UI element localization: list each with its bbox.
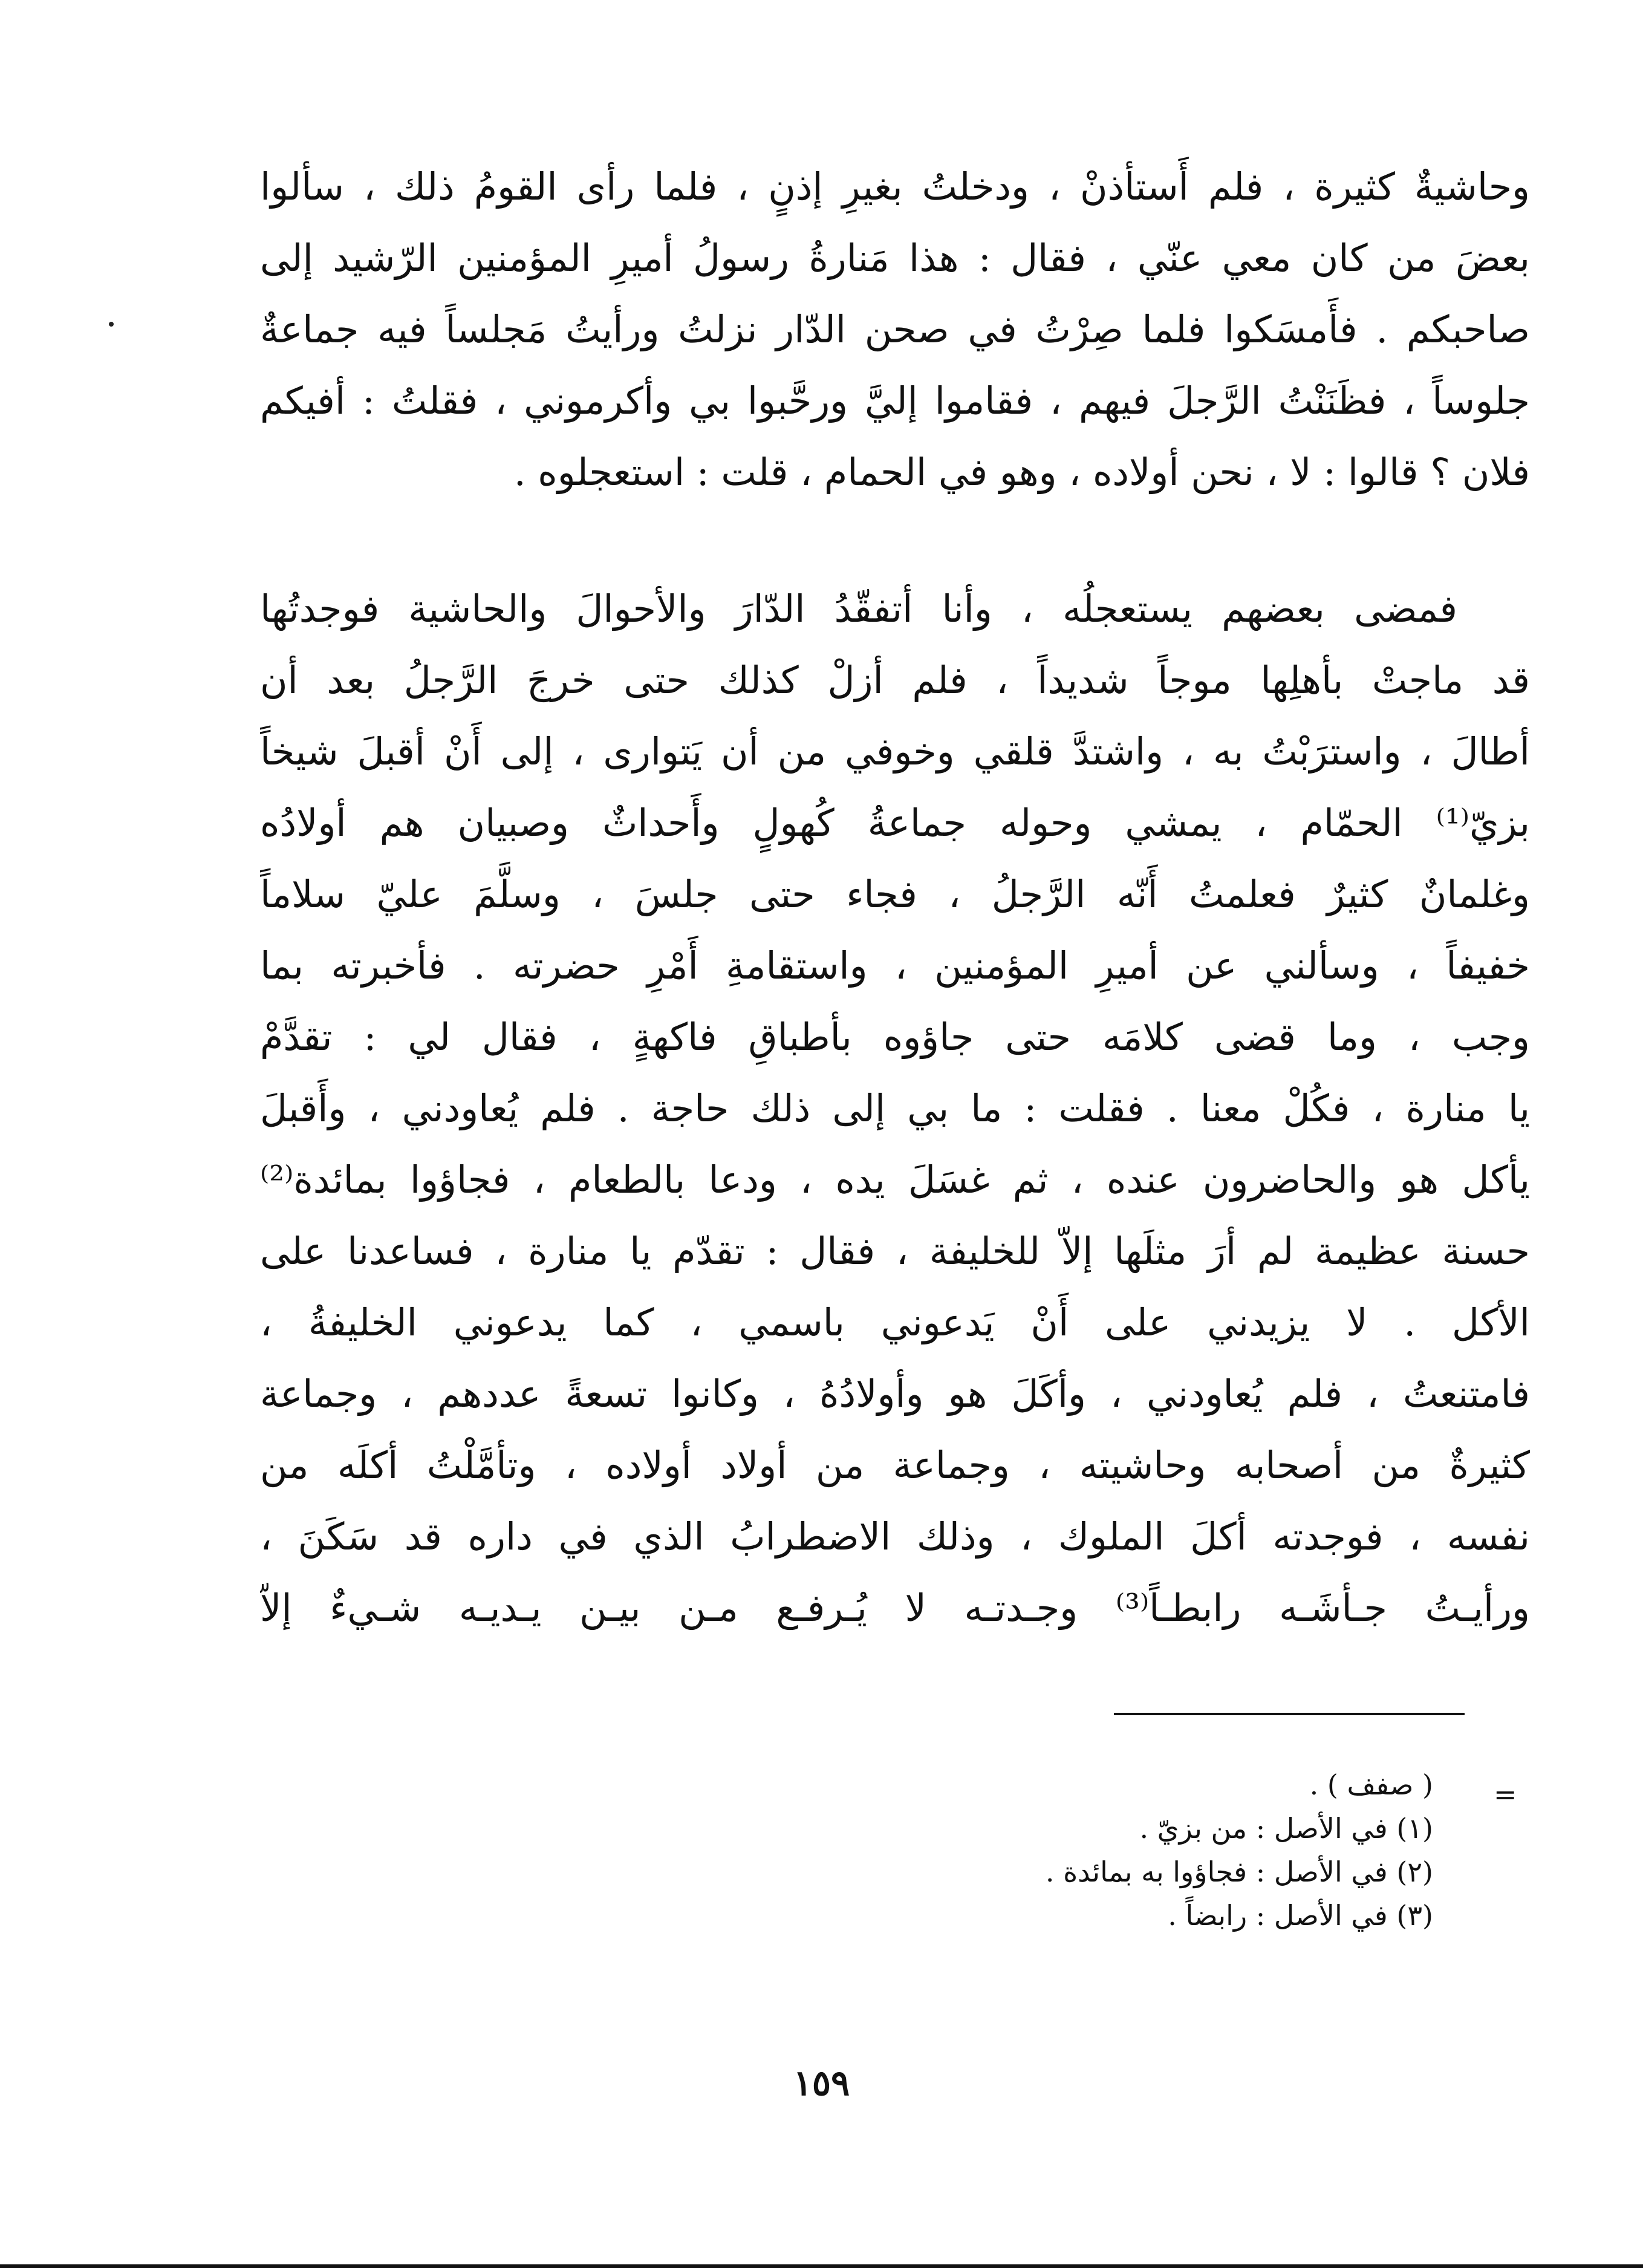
page-number: ١٥٩	[793, 2062, 850, 2103]
paragraph-2-line: وغلمانٌ كثيرٌ فعلمتُ أَنّه الرَّجلُ ، فجاء حتى جلسَ ، وسلَّمَ عليّ سلاماً	[260, 872, 1530, 916]
stray-ink-dot	[109, 322, 114, 327]
paragraph-2-line: الأكل . لا يزيدني على أَنْ يَدعوني باسمي ، كما يدعوني الخليفةُ ،	[260, 1300, 1530, 1344]
paragraph-2-line: فمضى بعضهم يستعجلُه ، وأنا أتفقّدُ الدّارَ والأحوالَ والحاشية فوجدتُها	[260, 587, 1457, 631]
paragraph-1	[260, 151, 1530, 508]
paragraph-2-line: قد ماجتْ بأهلِها موجاً شديداً ، فلم أزلْ كذلك حتى خرجَ الرَّجلُ بعد أن	[260, 658, 1530, 702]
paragraph-2-line: أطالَ ، واسترَبْتُ به ، واشتدَّ قلقي وخوفي من أن يَتوارى ، إلى أَنْ أقبلَ شيخاً	[260, 729, 1530, 774]
paragraph-1-line: فلان ؟ قالوا : لا ، نحن أولاده ، وهو في الحمام ، قلت : استعجلوه .	[513, 450, 1530, 494]
paragraph-2-line: يا منارة ، فكُلْ معنا . فقلت : ما بي إلى ذلك حاجة . فلم يُعاودني ، وأَقبلَ	[260, 1086, 1530, 1130]
paragraph-2-line: بزيّ⁽¹⁾ الحمّام ، يمشي وحوله جماعةُ كُهولٍ وأَحداثٌ وصبيان هم أولادُه	[260, 801, 1530, 845]
paragraph-2-line: حسنة عظيمة لم أرَ مثلَها إلاّ للخليفة ، فقال : تقدّم يا منارة ، فساعدنا على	[260, 1229, 1530, 1273]
paragraph-2-line: كثيرةٌ من أصحابه وحاشيته ، وجماعة من أولاد أولاده ، وتأمَّلْتُ أكلَه من	[260, 1443, 1530, 1487]
footnote-item: (٣) في الأصل : رابضاً .	[1168, 1899, 1433, 1932]
footnote-continuation-mark: =	[1494, 1778, 1517, 1811]
footnote-item: (١) في الأصل : من بزيّ .	[1139, 1812, 1433, 1845]
footnote-separator-rule	[1114, 1713, 1465, 1715]
paragraph-1-line: بعضَ من كان معي عنّي ، فقال : هذا مَنارةُ رسولُ أميرِ المؤمنين الرّشيد إلى	[260, 236, 1530, 280]
paragraph-2-line: فامتنعتُ ، فلم يُعاودني ، وأكَلَ هو وأولادُهُ ، وكانوا تسعةً عددهم ، وجماعة	[260, 1372, 1530, 1416]
footnotes	[786, 1763, 1433, 1937]
paragraph-2-line: خفيفاً ، وسألني عن أميرِ المؤمنين ، واستقامةِ أَمْرِ حضرته . فأخبرته بما	[260, 943, 1530, 988]
paragraph-2-line: ورأيـتُ جـأشَـه رابطـاً⁽³⁾ وجـدتـه لا يُـرفـع مـن بيـن يـديـه شـيءٌ إلاّ	[260, 1586, 1530, 1630]
footnote-item: ( صفف ) .	[1309, 1768, 1433, 1801]
paragraph-2-line: وجب ، وما قضى كلامَه حتى جاؤوه بأطباقِ فاكهةٍ ، فقال لي : تقدَّمْ	[260, 1015, 1530, 1059]
paragraph-1-line: وحاشيةٌ كثيرة ، فلم أَستأذنْ ، ودخلتُ بغيرِ إذنٍ ، فلما رأى القومُ ذلك ، سألوا	[260, 165, 1530, 209]
scan-bottom-edge	[0, 2264, 1643, 2268]
paragraph-2	[260, 573, 1530, 1644]
paragraph-1-line: صاحبكم . فأَمسَكوا فلما صِرْتُ في صحن الدّار نزلتُ ورأيتُ مَجلساً فيه جماعةٌ	[260, 307, 1530, 351]
paragraph-1-line: جلوساً ، فظَنَنْتُ الرَّجلَ فيهم ، فقاموا إليَّ ورحَّبوا بي وأكرموني ، فقلتُ : أفيكم	[260, 379, 1530, 423]
footnote-item: (٢) في الأصل : فجاؤوا به بمائدة .	[1045, 1856, 1433, 1888]
paragraph-2-line: نفسه ، فوجدته أكلَ الملوك ، وذلك الاضطرابُ الذي في داره قد سَكَنَ ،	[260, 1514, 1530, 1559]
paragraph-2-line: يأكل هو والحاضرون عنده ، ثم غسَلَ يده ، ودعا بالطعام ، فجاؤوا بمائدة⁽²⁾	[260, 1158, 1530, 1202]
